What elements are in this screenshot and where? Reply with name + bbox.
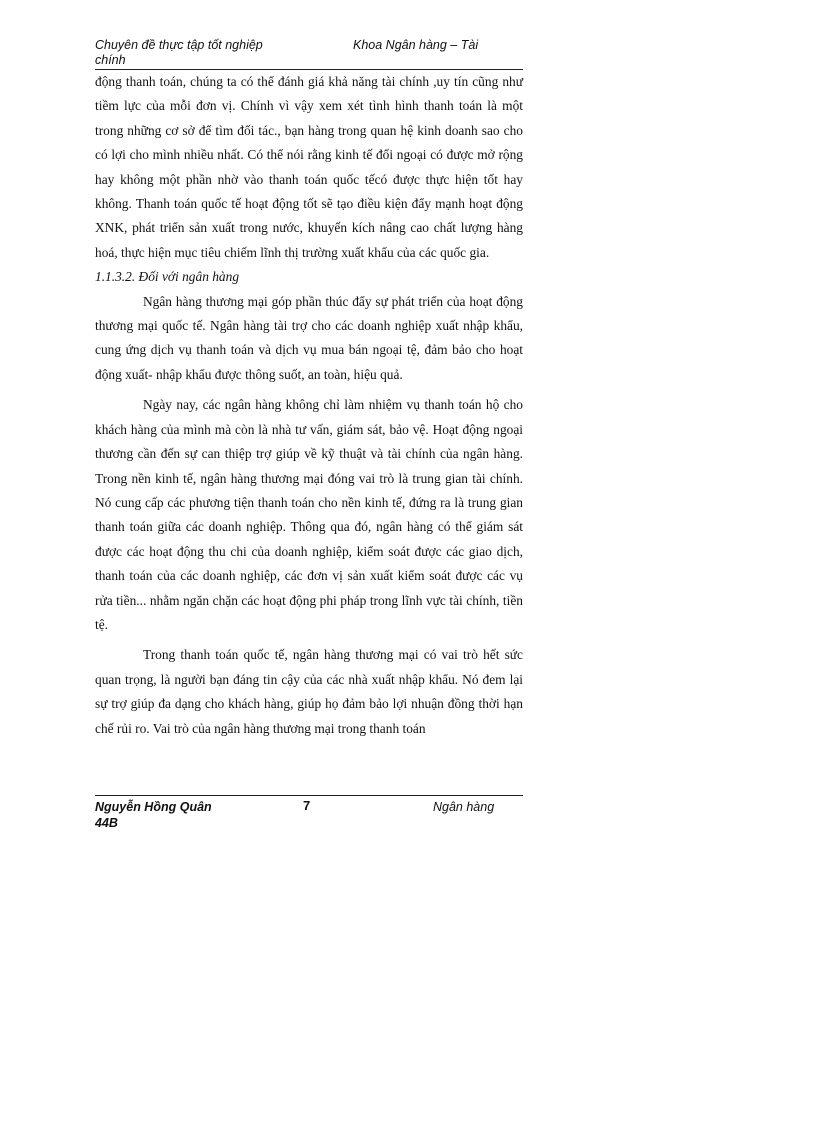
footer-author-name: Nguyễn Hồng Quân xyxy=(95,800,212,814)
footer-author-class: 44B xyxy=(95,816,118,830)
page-footer xyxy=(95,798,523,832)
section-heading: 1.1.3.2. Đối với ngân hàng xyxy=(95,269,240,285)
footer-divider xyxy=(95,795,523,796)
paragraph-payment-role: động thanh toán, chúng ta có thể đánh giá khả năng tài chính ,uy tín cũng như tiềm lực của mỗi đơn vị. Chính vì vậy xem xét tình hình thanh toán là một trong những cơ sở để tìm đối tác., bạn hàng trong quan hệ kinh doanh sao cho có lợi cho mình nhiều nhất. Có thể nói rằng kinh tế đối ngoại có được mở rộng hay không một phần nhờ vào thanh toán quốc tếcó được thực hiện tốt hay không. Thanh toán quốc tế hoạt động tốt sẽ tạo điều kiện đẩy mạnh hoạt động XNK, phát triển sản xuất trong nước, khuyến kích nâng cao chất lượng hàng hoá, thực hiện mục tiêu chiếm lĩnh thị trường xuất khẩu của các quốc gia. xyxy=(95,74,523,260)
header-document-type xyxy=(95,38,285,68)
header-faculty: Khoa Ngân hàng – Tài xyxy=(353,38,479,52)
page-number: 7 xyxy=(303,798,311,813)
paragraph-bank-role-today: Ngày nay, các ngân hàng không chỉ làm nhiệm vụ thanh toán hộ cho khách hàng của mình mà còn là nhà tư vấn, giám sát, bảo vệ. Hoạt động ngoại thương cần đến sự can thiệp trợ giúp về kỹ thuật và tài chính của ngân hàng. Trong nền kinh tế, ngân hàng thương mại đóng vai trò là trung gian tài chính. Nó cung cấp các phương tiện thanh toán cho nền kinh tế, đứng ra là trung gian thanh toán giữa các doanh nghiệp. Thông qua đó, ngân hàng có thể giám sát được các hoạt động thu chi của doanh nghiệp, kiểm soát được các giao dịch, thanh toán của các doanh nghiệp, các đơn vị sản xuất kiểm soát được các vụ rửa tiền... nhằm ngăn chặn các hoạt động phi pháp trong lĩnh vực tài chính, tiền tệ. xyxy=(95,397,523,632)
header-left-line1: Chuyên đề thực tập tốt nghiệp xyxy=(95,38,263,52)
page-body xyxy=(95,70,523,741)
paragraph-bank-role-international: Trong thanh toán quốc tế, ngân hàng thương mại có vai trò hết sức quan trọng, là người bạn đáng tin cậy của các nhà xuất nhập khẩu. Nó đem lại sự trợ giúp đa dạng cho khách hàng, giúp họ đảm bảo lợi nhuận đồng thời hạn chế rủi ro. Vai trò của ngân hàng thương mại trong thanh toán xyxy=(95,647,523,736)
footer-department: Ngân hàng xyxy=(433,800,495,814)
footer-author xyxy=(95,799,245,831)
page-header xyxy=(95,38,523,70)
paragraph-bank-role-intro: Ngân hàng thương mại góp phần thúc đẩy sự phát triển của hoạt động thương mại quốc tế. Ngân hàng tài trợ cho các doanh nghiệp xuất nhập khẩu, cung ứng dịch vụ thanh toán và dịch vụ mua bán ngoại tệ, đảm bảo cho hoạt động xuất- nhập khẩu được thông suốt, an toàn, hiệu quả. xyxy=(95,293,523,382)
header-left-line2: chính xyxy=(95,53,126,67)
